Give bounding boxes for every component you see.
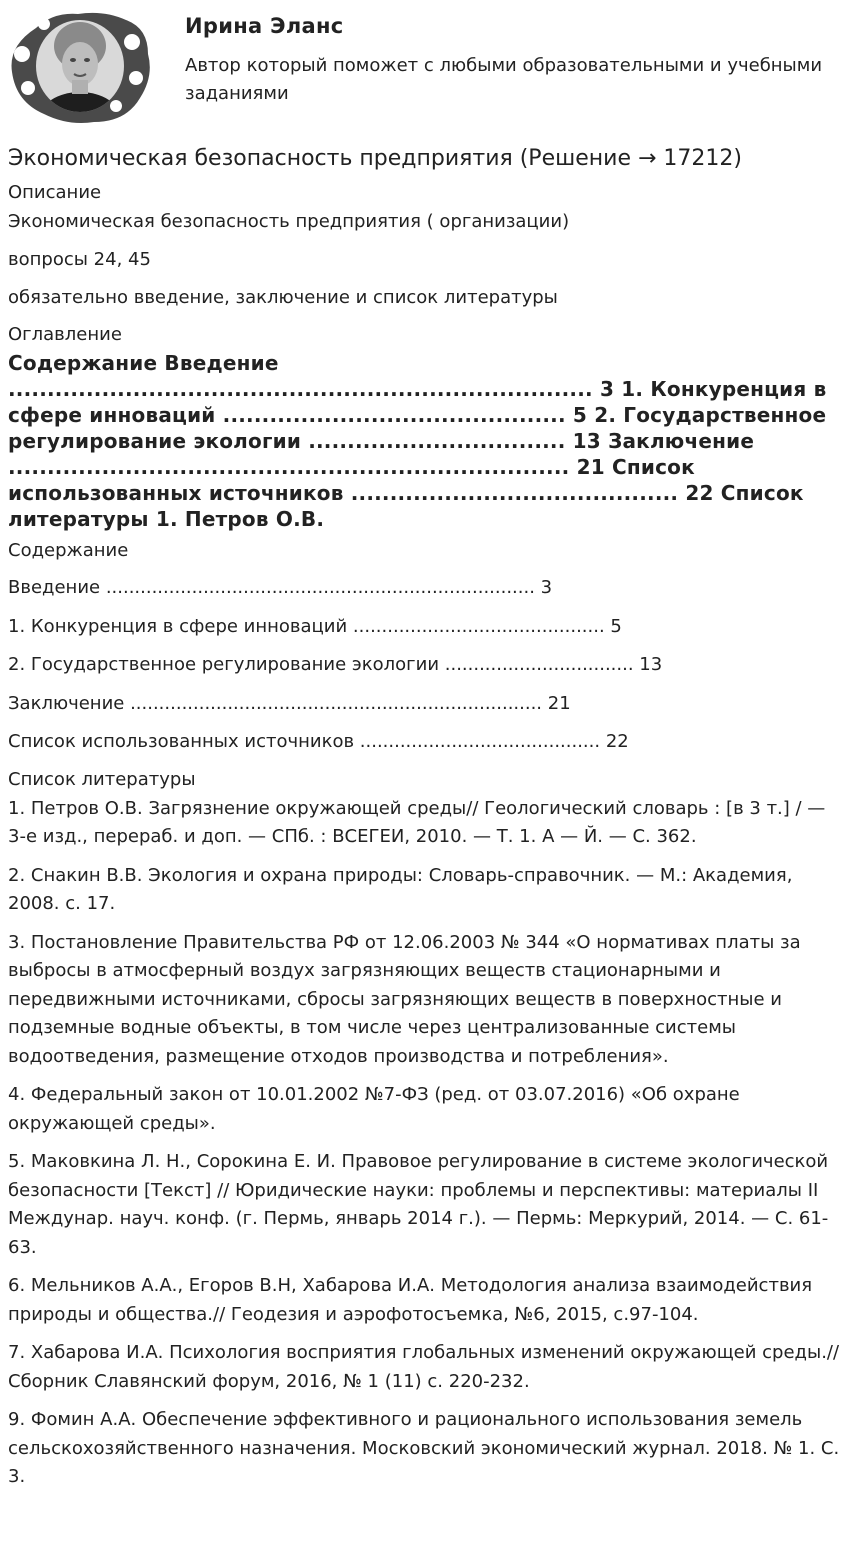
toc-label: Оглавление — [8, 324, 122, 345]
contents-label: Содержание — [8, 540, 129, 561]
contents-item: Введение ........................................................................... 3 — [8, 577, 553, 598]
film-reel-avatar-image — [8, 6, 152, 126]
contents-item: 1. Конкуренция в сфере инноваций ............................................ 5 — [8, 615, 622, 637]
references-label: Список литературы — [8, 768, 196, 790]
reference-item: 2. Снакин В.В. Экология и охрана природы: Словарь-справочник. — М.: Академия, 2008. с. 17. — [8, 864, 793, 914]
author-description: Автор который поможет с любыми образовательными и учебными заданиями — [185, 55, 823, 104]
page-title: Экономическая безопасность предприятия (Решение → 17212) — [8, 146, 742, 171]
author-card — [8, 6, 838, 128]
description-line: Экономическая безопасность предприятия ( организации) — [8, 211, 570, 232]
reference-item: 4. Федеральный закон от 10.01.2002 №7-ФЗ (ред. от 03.07.2016) «Об охране окружающей среды». — [8, 1084, 740, 1134]
reference-item: 9. Фомин А.А. Обеспечение эффективного и рационального использования земель сельскохозяйственного назначения. Московский экономический журнал. 2018. № 1. С. 3. — [8, 1409, 840, 1487]
author-name: Ирина Эланс — [185, 14, 344, 38]
reference-item: 1. Петров О.В. Загрязнение окружающей среды// Геологический словарь : [в 3 т.] / — 3-е изд., перераб. и доп. — СПб. : ВСЕГЕИ, 2010. — Т. 1. А — Й. — С. 362. — [8, 797, 826, 847]
reference-item: 3. Постановление Правительства РФ от 12.06.2003 № 344 «О нормативах платы за выбросы в атмосферный воздух загрязняющих веществ стационарными и передвижными источниками, сбросы загрязняющих веществ в поверхностные и подземные водные объекты, в том числе через централизованные системы водоотведения, размещение отходов производства и потребления». — [8, 931, 801, 1067]
toc-summary: Содержание Введение ........................................................................... 3 1. Конкуренция в сфере инноваций ............................................ 5 2. Государственное регулирование экологии ................................. 13 Заключение ........................................................................ 21 Список использованных источников .......................................... 22 Список литературы 1. Петров О.В. — [8, 351, 827, 531]
reference-item: 5. Маковкина Л. Н., Сорокина Е. И. Правовое регулирование в системе экологической безопасности [Текст] // Юридические науки: проблемы и перспективы: материалы II Междунар. науч. конф. (г. Пермь, январь 2014 г.). — Пермь: Меркурий, 2014. — С. 61-63. — [8, 1151, 829, 1258]
main-content — [8, 144, 840, 1502]
description-line: обязательно введение, заключение и список литературы — [8, 287, 558, 308]
description-label: Описание — [8, 182, 102, 203]
reference-item: 7. Хабарова И.А. Психология восприятия глобальных изменений окружающей среды.// Сборник Славянский форум, 2016, № 1 (11) с. 220-232. — [8, 1342, 840, 1392]
contents-item: Заключение ........................................................................ 21 — [8, 692, 571, 714]
contents-item: 2. Государственное регулирование экологии ................................. 13 — [8, 654, 663, 675]
contents-item: Список использованных источников .......................................... 22 — [8, 731, 629, 752]
reference-item: 6. Мельников А.А., Егоров В.Н, Хабарова И.А. Методология анализа взаимодействия природы и общества.// Геодезия и аэрофотосъемка, №6, 2015, с.97-104. — [8, 1275, 813, 1325]
author-avatar — [8, 6, 152, 126]
description-line: вопросы 24, 45 — [8, 249, 151, 270]
